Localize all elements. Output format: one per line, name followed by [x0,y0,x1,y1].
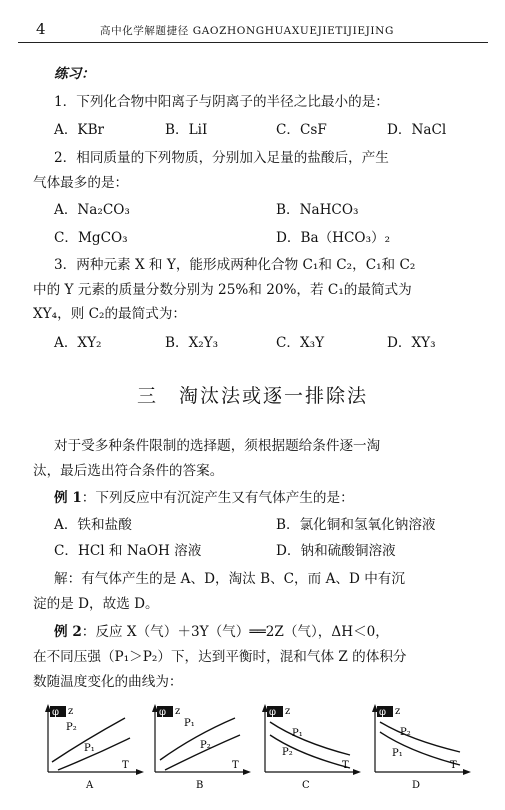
graph-a-curve-upper: P₂ [66,722,77,733]
graph-a-y-label: φ [52,707,60,718]
graph-c [262,704,361,791]
graph-c-curve-upper: P₁ [292,728,303,739]
graph-d-t: T [450,760,457,771]
graph-a-curve-lower: P₁ [84,743,95,754]
graph-b-y-label: φ [159,707,167,718]
q3-option-a: A．XY₂ [54,335,102,351]
graph-d-z: z [395,706,401,717]
graph-c-letter: C [302,780,310,791]
graph-c-t: T [342,760,349,771]
ex1-option-a: A．铁和盐酸 [54,517,132,533]
graph-b-letter: B [196,780,204,791]
question-3-line-2: 中的 Y 元素的质量分数分别为 25%和 20%，若 C₁的最简式为 [33,282,412,298]
page-number: 4 [36,20,46,38]
graph-b-curve-lower: P₂ [200,740,211,751]
page-header [18,18,488,43]
graph-d-curve-lower: P₁ [392,748,403,759]
example-2-text-1: ：反应 X（气）＋3Y（气）══2Z（气），ΔH＜0， [81,624,389,640]
question-2-line-2: 气体最多的是： [33,175,129,191]
header-title: 高中化学解题捷径 GAOZHONGHUAXUEJIETIJIEJING [100,25,394,37]
graph-c-y-label: φ [269,707,277,718]
example-2-line-2: 在不同压强（P₁＞P₂）下，达到平衡时，混和气体 Z 的体积分 [33,649,407,665]
question-1: 1．下列化合物中阳离子与阴离子的半径之比最小的是： [54,94,389,110]
graph-c-curve-lower: P₂ [282,747,293,758]
ex1-option-d: D．钠和硫酸铜溶液 [276,543,396,559]
graph-b-t: T [232,760,239,771]
graph-d-letter: D [412,780,421,791]
graph-b-z: z [175,706,181,717]
example-1-stem [54,488,354,508]
graph-b [152,704,251,791]
graph-a-z: z [68,706,74,717]
q3-option-b: B．X₂Y₃ [165,335,219,351]
graph-a [45,704,144,791]
intro-line-2: 汰，最后选出符合条件的答案。 [33,463,224,479]
question-3-line-3: XY₄，则 C₂的最简式为： [33,306,187,322]
graph-a-letter: A [86,780,94,791]
q1-option-d: D．NaCl [387,122,447,138]
graph-d [372,704,471,791]
intro-line-1: 对于受多种条件限制的选择题，须根据题给条件逐一淘 [54,438,381,454]
example-1-solution-line-2: 淀的是 D，故选 D。 [33,596,159,612]
example-2-line-1 [54,622,389,642]
q2-option-c: C．MgCO₃ [54,230,128,246]
ex1-option-c: C．HCl 和 NaOH 溶液 [54,543,202,559]
example-1-solution-line-1: 解：有气体产生的是 A、D，淘汰 B、C，而 A、D 中有沉 [54,571,405,587]
graph-c-z: z [285,706,291,717]
q3-option-d: D．XY₃ [387,335,436,351]
q2-option-b: B．NaHCO₃ [276,202,359,218]
q2-option-a: A．Na₂CO₃ [54,202,130,218]
graph-a-t: T [122,760,129,771]
question-3-line-1: 3．两种元素 X 和 Y，能形成两种化合物 C₁和 C₂，C₁和 C₂ [54,257,416,273]
q2-option-d: D．Ba（HCO₃）₂ [276,230,391,246]
q3-option-c: C．X₃Y [276,335,325,351]
q1-option-b: B．LiI [165,122,208,138]
section-title: 三 淘汰法或逐一排除法 [136,385,368,407]
q1-option-a: A．KBr [54,122,105,138]
practice-label: 练习： [54,66,95,82]
example-1-label: 例 1 [54,490,82,506]
graph-d-y-label: φ [379,707,387,718]
example-2-line-3: 数随温度变化的曲线为： [33,674,183,690]
ex1-option-b: B．氯化铜和氢氧化钠溶液 [276,517,436,533]
graph-b-curve-upper: P₁ [184,718,195,729]
example-1-text: ：下列反应中有沉淀产生又有气体产生的是： [81,490,354,506]
option-graphs [0,700,505,810]
graph-d-curve-upper: P₂ [400,727,411,738]
question-2-line-1: 2．相同质量的下列物质，分别加入足量的盐酸后，产生 [54,150,389,166]
q1-option-c: C．CsF [276,122,327,138]
example-2-label: 例 2 [54,624,82,640]
